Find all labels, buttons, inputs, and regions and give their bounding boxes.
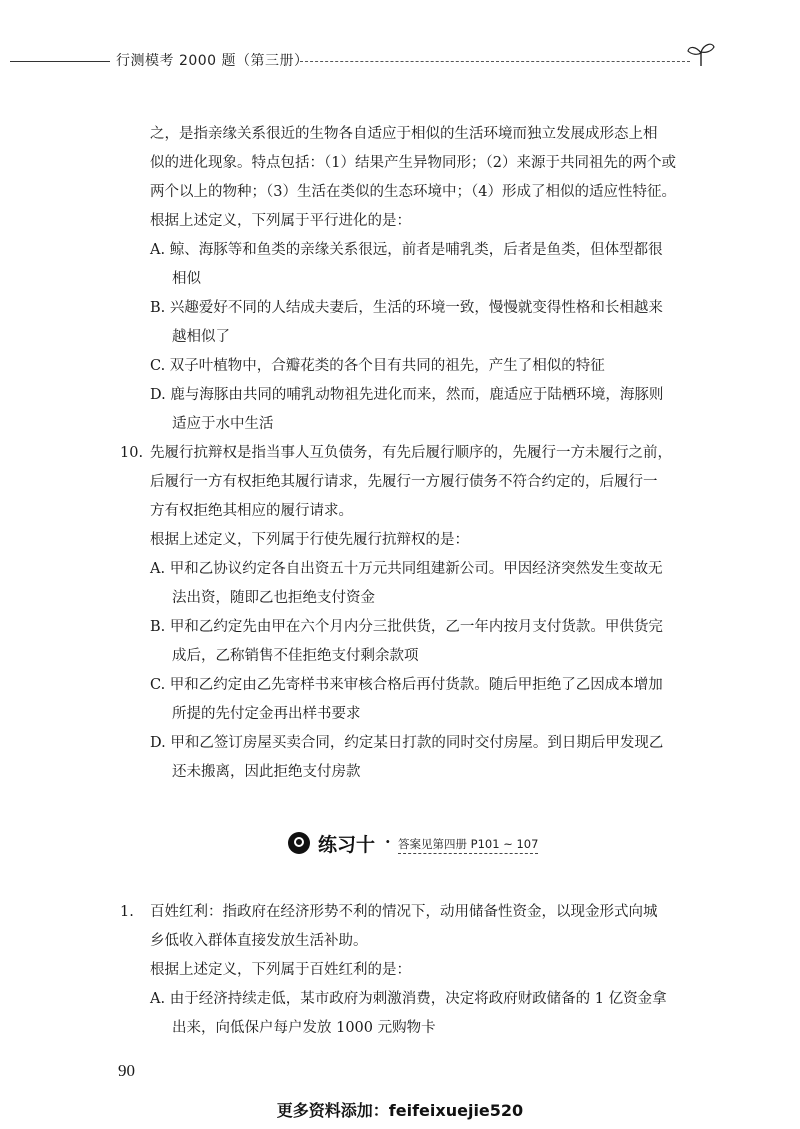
q1-options bbox=[150, 985, 667, 1043]
exercise-badge-icon bbox=[288, 832, 310, 854]
q10-option-b: B. 甲和乙约定先由甲在六个月内分三批供货，乙一年内按月支付货款。甲供货完 bbox=[150, 619, 663, 635]
header-title: 行测模考 2000 题（第三册） bbox=[116, 53, 309, 69]
q10-stem-line: 方有权拒绝其相应的履行请求。 bbox=[150, 503, 353, 519]
q10-number: 10. bbox=[120, 445, 144, 461]
header-rule-left bbox=[10, 61, 110, 62]
q9-option-a: A. 鲸、海豚等和鱼类的亲缘关系很远，前者是哺乳类，后者是鱼类，但体型都很 bbox=[150, 242, 663, 258]
q9-option-d-cont: 适应于水中生活 bbox=[172, 416, 274, 432]
q1-option-a-cont: 出来，向低保户每户发放 1000 元购物卡 bbox=[172, 1020, 436, 1036]
q10-option-d: D. 甲和乙签订房屋买卖合同，约定某日打款的同时交付房屋。到日期后甲发现乙 bbox=[150, 735, 664, 751]
exercise-separator: · bbox=[385, 832, 391, 851]
q10-stem-line: 后履行一方有权拒绝其履行请求，先履行一方履行债务不符合约定的，后履行一 bbox=[150, 474, 658, 490]
q9-option-b-cont: 越相似了 bbox=[172, 329, 230, 345]
q10-option-d-cont: 还未搬离，因此拒绝支付房款 bbox=[172, 764, 361, 780]
header-rule-right bbox=[300, 61, 690, 62]
q9-option-d: D. 鹿与海豚由共同的哺乳动物祖先进化而来，然而，鹿适应于陆栖环境，海豚则 bbox=[150, 387, 664, 403]
q9-option-a-cont: 相似 bbox=[172, 271, 201, 287]
q10-option-b-cont: 成后，乙称销售不佳拒绝支付剩余款项 bbox=[172, 648, 419, 664]
sprout-icon bbox=[686, 40, 716, 68]
exercise-title: 练习十 bbox=[318, 834, 376, 856]
q9-stem-line: 之，是指亲缘关系很近的生物各自适应于相似的生活环境而独立发展成形态上相 bbox=[150, 126, 658, 142]
q9-stem-line: 似的进化现象。特点包括：（1）结果产生异物同形；（2）来源于共同祖先的两个或 bbox=[150, 155, 676, 171]
q10-option-a-cont: 法出资，随即乙也拒绝支付资金 bbox=[172, 590, 375, 606]
q9-stem-line: 两个以上的物种；（3）生活在类似的生态环境中；（4）形成了相似的适应性特征。 bbox=[150, 184, 676, 200]
running-header bbox=[0, 46, 800, 76]
exercise-heading bbox=[0, 830, 800, 860]
exercise-answer-reference: 答案见第四册 P101 ~ 107 bbox=[398, 836, 538, 854]
q1-stem-line: 乡低收入群体直接发放生活补助。 bbox=[150, 933, 368, 949]
q9-stem bbox=[150, 120, 676, 236]
q1-prompt: 根据上述定义，下列属于百姓红利的是： bbox=[150, 962, 411, 978]
q9-option-c: C. 双子叶植物中，合瓣花类的各个目有共同的祖先，产生了相似的特征 bbox=[150, 358, 605, 374]
q9-prompt: 根据上述定义，下列属于平行进化的是： bbox=[150, 213, 411, 229]
page-number: 90 bbox=[118, 1061, 135, 1080]
q10-option-a: A. 甲和乙协议约定各自出资五十万元共同组建新公司。甲因经济突然发生变故无 bbox=[150, 561, 663, 577]
q10-stem-line: 先履行抗辩权是指当事人互负债务，有先后履行顺序的，先履行一方未履行之前， bbox=[150, 445, 672, 461]
q9-options bbox=[150, 236, 663, 439]
q10-options bbox=[150, 555, 663, 787]
q10-option-c-cont: 所提的先付定金再出样书要求 bbox=[172, 706, 361, 722]
q10-option-c: C. 甲和乙约定由乙先寄样书来审核合格后再付货款。随后甲拒绝了乙因成本增加 bbox=[150, 677, 663, 693]
q1-number: 1. bbox=[120, 904, 134, 920]
q9-option-b: B. 兴趣爱好不同的人结成夫妻后，生活的环境一致，慢慢就变得性格和长相越来 bbox=[150, 300, 663, 316]
q1-stem-line: 百姓红利：指政府在经济形势不利的情况下，动用储备性资金，以现金形式向城 bbox=[150, 904, 658, 920]
q10-prompt: 根据上述定义，下列属于行使先履行抗辩权的是： bbox=[150, 532, 469, 548]
q1-option-a: A. 由于经济持续走低，某市政府为刺激消费，决定将政府财政储备的 1 亿资金拿 bbox=[150, 991, 667, 1007]
footer-note: 更多资料添加：feifeixuejie520 bbox=[276, 1101, 524, 1120]
q1-stem bbox=[150, 898, 658, 985]
q10-stem bbox=[150, 439, 672, 555]
